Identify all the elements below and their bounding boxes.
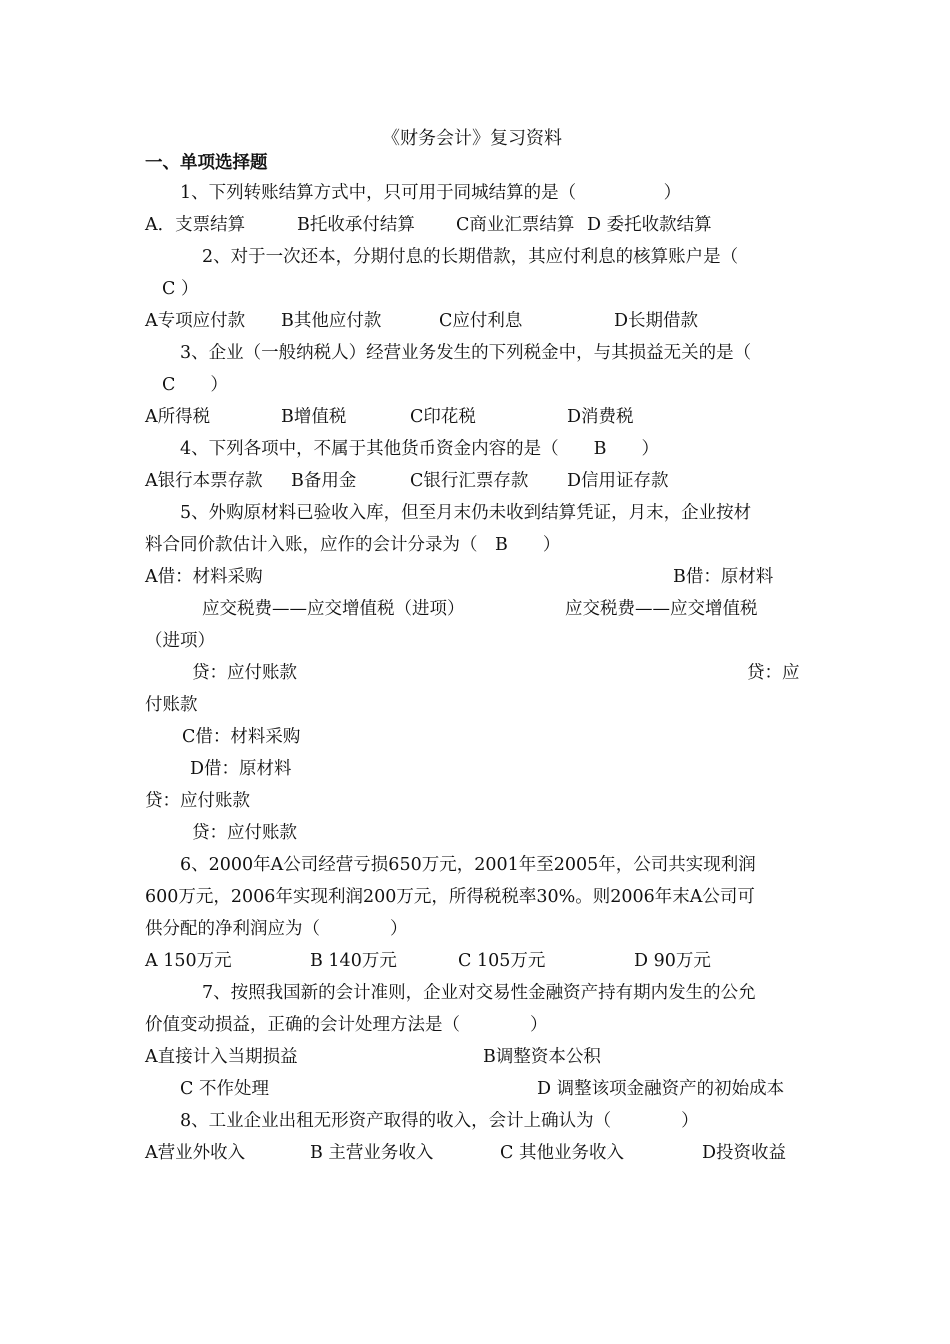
question-7-stem-line-1: 7、按照我国新的会计准则，企业对交易性金融资产持有期内发生的公允 <box>202 983 756 1003</box>
q2-option-b: B其他应付款 <box>281 311 382 331</box>
q7-option-d: D 调整该项金融资产的初始成本 <box>537 1079 785 1099</box>
q2-option-c: C应付利息 <box>439 311 523 331</box>
q6-option-c: C 105万元 <box>458 951 546 971</box>
q3-option-c: C印花税 <box>410 407 476 427</box>
question-3-answer: C ） <box>162 375 228 395</box>
q3-option-d: D消费税 <box>567 407 634 427</box>
q4-option-d: D信用证存款 <box>567 471 669 491</box>
question-7-stem-line-2: 价值变动损益，正确的会计处理方法是（ ） <box>145 1015 548 1035</box>
question-4-stem: 4、下列各项中，不属于其他货币资金内容的是（ B ） <box>180 439 659 459</box>
q4-option-b: B备用金 <box>291 471 357 491</box>
q4-option-c: C银行汇票存款 <box>410 471 529 491</box>
page-title: 《财务会计》复习资料 <box>382 128 562 149</box>
section-heading: 一、单项选择题 <box>145 153 268 173</box>
q5-option-b-line-3: 贷：应 <box>747 663 800 683</box>
q5-option-b-line-2: 应交税费——应交增值税 <box>565 599 758 619</box>
q2-option-d: D长期借款 <box>614 311 699 331</box>
q5-option-a-line-1: A借：材料采购 <box>145 567 263 587</box>
q8-option-d: D投资收益 <box>702 1143 787 1163</box>
q7-option-b: B调整资本公积 <box>483 1047 601 1067</box>
question-8-stem: 8、工业企业出租无形资产取得的收入，会计上确认为（ ） <box>180 1111 699 1131</box>
question-2-stem: 2、对于一次还本，分期付息的长期借款，其应付利息的核算账户是（ <box>202 247 739 267</box>
question-2-answer: C ） <box>162 279 199 299</box>
q7-option-c: C 不作处理 <box>180 1079 269 1099</box>
q5-option-b-line-3-wrap: 付账款 <box>145 695 198 715</box>
question-6-stem-line-1: 6、2000年A公司经营亏损650万元，2001年至2005年，公司共实现利润 <box>180 855 756 875</box>
q1-option-b: B托收承付结算 <box>297 215 415 235</box>
question-5-stem-line-2: 料合同价款估计入账，应作的会计分录为（ B ） <box>145 535 561 555</box>
q4-option-a: A银行本票存款 <box>145 471 263 491</box>
question-6-stem-line-3: 供分配的净利润应为（ ） <box>145 919 408 939</box>
q6-option-d: D 90万元 <box>634 951 711 971</box>
q5-option-a-line-2: 应交税费——应交增值税（进项） <box>202 599 465 619</box>
q5-option-d-line-2: 贷：应付账款 <box>192 823 297 843</box>
q1-option-a: A．支票结算 <box>145 215 246 235</box>
q1-option-d: D 委托收款结算 <box>587 215 712 235</box>
question-5-stem-line-1: 5、外购原材料已验收入库，但至月末仍未收到结算凭证，月末，企业按材 <box>180 503 752 523</box>
q3-option-b: B增值税 <box>281 407 347 427</box>
q5-option-c-line-1: C借：材料采购 <box>182 727 301 747</box>
q6-option-a: A 150万元 <box>145 951 232 971</box>
question-6-stem-line-2: 600万元，2006年实现利润200万元，所得税税率30%。则2006年末A公司可 <box>145 887 755 907</box>
q1-option-c: C商业汇票结算 <box>456 215 575 235</box>
q5-option-b-line-1: B借：原材料 <box>673 567 774 587</box>
q5-option-c-line-2: 贷：应付账款 <box>145 791 250 811</box>
q2-option-a: A专项应付款 <box>145 311 246 331</box>
question-3-stem: 3、企业（一般纳税人）经营业务发生的下列税金中，与其损益无关的是（ <box>180 343 752 363</box>
q3-option-a: A所得税 <box>145 407 211 427</box>
q8-option-b: B 主营业务收入 <box>310 1143 434 1163</box>
q7-option-a: A直接计入当期损益 <box>145 1047 298 1067</box>
question-1-stem: 1、下列转账结算方式中，只可用于同城结算的是（ ） <box>180 183 682 203</box>
q8-option-a: A营业外收入 <box>145 1143 246 1163</box>
q6-option-b: B 140万元 <box>310 951 397 971</box>
q8-option-c: C 其他业务收入 <box>500 1143 624 1163</box>
q5-option-b-line-2-wrap: （进项） <box>145 631 215 651</box>
q5-option-a-line-3: 贷：应付账款 <box>192 663 297 683</box>
q5-option-d-line-1: D借：原材料 <box>190 759 292 779</box>
